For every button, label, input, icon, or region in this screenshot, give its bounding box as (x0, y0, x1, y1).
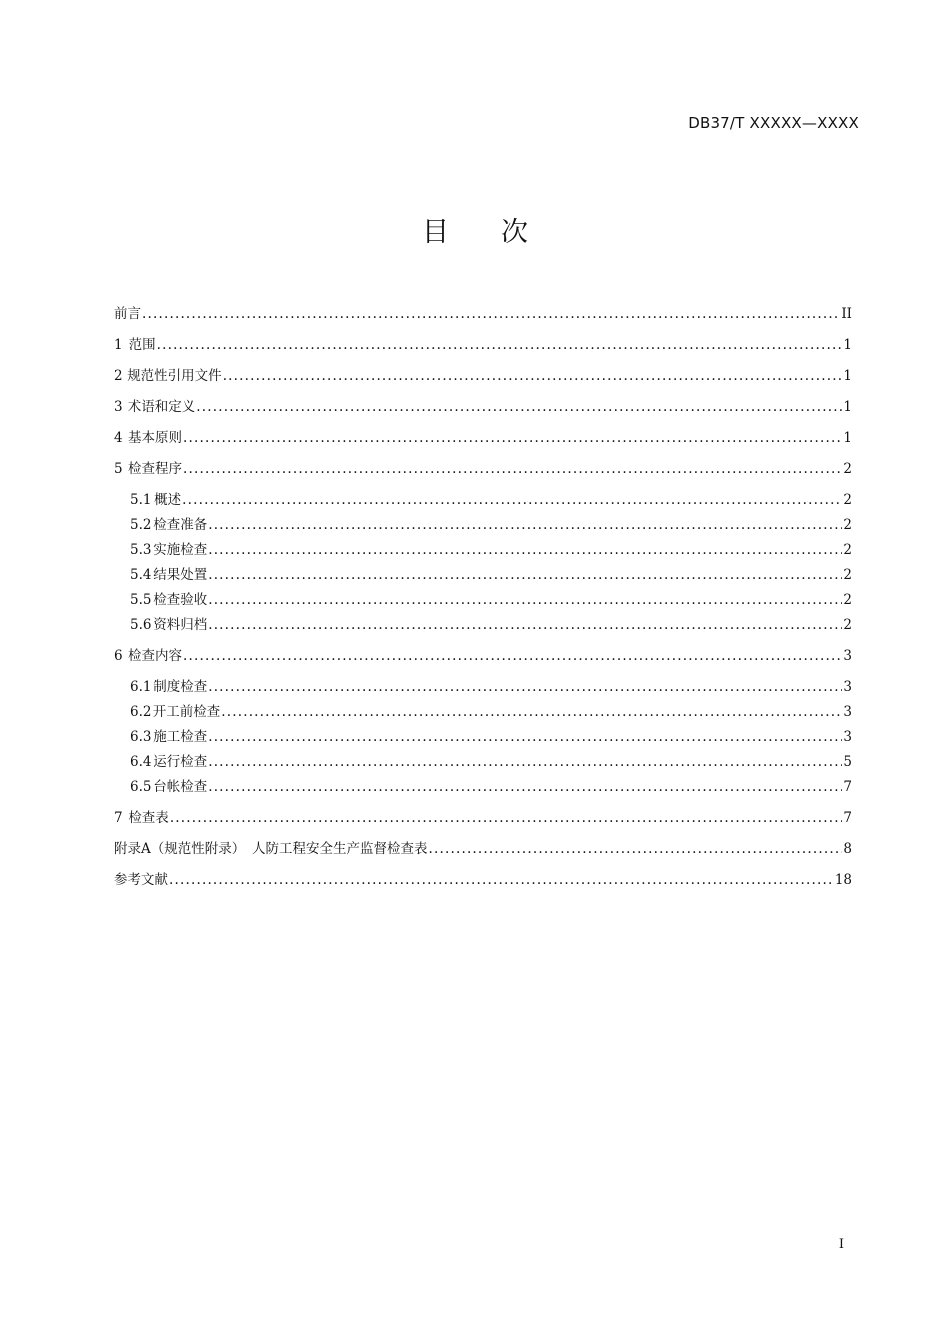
toc-entry-number: 4 (114, 430, 123, 446)
toc-leader-dots (208, 514, 842, 536)
toc-leader-dots (208, 776, 842, 798)
toc-entry-page: 7 (843, 810, 852, 826)
toc-leader-dots (221, 701, 842, 723)
toc-entry-number: 6.2 (130, 704, 152, 720)
toc-entry-references[interactable] (114, 869, 852, 900)
toc-entry-page: 1 (843, 337, 852, 353)
toc-entry-7[interactable] (114, 807, 852, 838)
document-code: DB37/T XXXXX—XXXX (688, 114, 859, 132)
toc-entry-page: 1 (843, 399, 852, 415)
toc-entry-number: 2 (114, 368, 123, 384)
toc-leader-dots (208, 751, 842, 773)
toc-leader-dots (208, 589, 842, 611)
toc-entry-label: 检查程序 (128, 461, 183, 477)
footer-page-number: I (838, 1237, 844, 1252)
toc-entry-label: 施工检查 (153, 729, 208, 745)
toc-entry-number: 5.2 (130, 517, 152, 533)
toc-entry-page: 18 (834, 872, 852, 888)
toc-entry-page: 5 (843, 754, 852, 770)
toc-leader-dots (208, 539, 842, 561)
toc-entry-label: 台帐检查 (153, 779, 208, 795)
toc-entry-number: 5.6 (130, 617, 152, 633)
toc-entry-6-5[interactable] (114, 776, 852, 807)
toc-entry-label: 资料归档 (153, 617, 208, 633)
toc-entry-label: 概述 (154, 492, 182, 508)
toc-entry-label: 参考文献 (114, 872, 168, 888)
toc-leader-dots (183, 427, 842, 449)
toc-leader-dots (208, 564, 842, 586)
toc-entry-label: 实施检查 (153, 542, 208, 558)
toc-entry-5-1[interactable] (114, 489, 852, 514)
toc-title (0, 210, 950, 249)
toc-entry-page: 2 (843, 592, 852, 608)
toc-entry-number: 6.5 (130, 779, 152, 795)
toc-entry-number: 6.1 (130, 679, 152, 695)
toc-leader-dots (170, 807, 843, 829)
toc-leader-dots (208, 676, 842, 698)
toc-entry-6-3[interactable] (114, 726, 852, 751)
toc-entry-6[interactable] (114, 645, 852, 676)
toc-entry-page: 3 (843, 679, 852, 695)
toc-leader-dots (208, 614, 842, 636)
table-of-contents (114, 303, 852, 900)
toc-entry-label: 范围 (128, 337, 156, 353)
toc-entry-page: 2 (843, 542, 852, 558)
toc-entry-page: 3 (843, 704, 852, 720)
toc-entry-number: 6 (114, 648, 123, 664)
toc-entry-3[interactable] (114, 396, 852, 427)
toc-leader-dots (142, 303, 840, 325)
toc-entry-1[interactable] (114, 334, 852, 365)
toc-entry-2[interactable] (114, 365, 852, 396)
toc-entry-6-4[interactable] (114, 751, 852, 776)
toc-entry-label: 开工前检查 (152, 704, 221, 720)
toc-leader-dots (196, 396, 842, 418)
toc-entry-page: 1 (843, 368, 852, 384)
toc-leader-dots (183, 458, 842, 480)
toc-leader-dots (223, 365, 843, 387)
toc-entry-label: 检查内容 (128, 648, 183, 664)
toc-entry-5-3[interactable] (114, 539, 852, 564)
toc-entry-5-4[interactable] (114, 564, 852, 589)
toc-entry-number: 7 (114, 810, 123, 826)
toc-entry-4[interactable] (114, 427, 852, 458)
toc-entry-label: 基本原则 (128, 430, 183, 446)
toc-entry-page: II (841, 306, 852, 322)
toc-entry-5-6[interactable] (114, 614, 852, 645)
toc-entry-page: 3 (843, 729, 852, 745)
toc-entry-label: 检查表 (128, 810, 169, 826)
toc-entry-label: 检查准备 (153, 517, 208, 533)
toc-entry-label: 附录A（规范性附录） 人防工程安全生产监督检查表 (114, 841, 428, 857)
toc-entry-label: 制度检查 (153, 679, 208, 695)
toc-entry-number: 5.3 (130, 542, 152, 558)
toc-leader-dots (169, 869, 834, 891)
toc-leader-dots (157, 334, 843, 356)
toc-entry-page: 2 (843, 461, 852, 477)
toc-leader-dots (183, 645, 842, 667)
toc-entry-label: 结果处置 (153, 567, 208, 583)
toc-leader-dots (182, 489, 842, 511)
toc-entry-page: 7 (843, 779, 852, 795)
toc-entry-page: 2 (843, 617, 852, 633)
toc-entry-preface[interactable] (114, 303, 852, 334)
toc-leader-dots (429, 838, 843, 860)
toc-entry-number: 6.4 (130, 754, 152, 770)
toc-entry-label: 运行检查 (153, 754, 208, 770)
toc-entry-5-2[interactable] (114, 514, 852, 539)
toc-entry-page: 2 (843, 517, 852, 533)
toc-entry-number: 5.1 (130, 492, 152, 508)
toc-entry-5-5[interactable] (114, 589, 852, 614)
toc-entry-page: 2 (843, 567, 852, 583)
toc-entry-number: 3 (114, 399, 123, 415)
toc-entry-label: 规范性引用文件 (127, 368, 222, 384)
toc-title-char-1: 目 (422, 217, 449, 248)
toc-entry-number: 5 (114, 461, 123, 477)
toc-entry-label: 术语和定义 (127, 399, 196, 415)
toc-entry-number: 5.5 (130, 592, 152, 608)
toc-entry-appendix-a[interactable] (114, 838, 852, 869)
toc-entry-label: 前言 (114, 306, 141, 322)
toc-entry-number: 1 (114, 337, 123, 353)
toc-entry-page: 8 (843, 841, 852, 857)
toc-title-char-2: 次 (501, 217, 528, 248)
toc-entry-page: 1 (843, 430, 852, 446)
toc-leader-dots (208, 726, 842, 748)
toc-entry-6-1[interactable] (114, 676, 852, 701)
toc-entry-6-2[interactable] (114, 701, 852, 726)
toc-entry-label: 检查验收 (153, 592, 208, 608)
toc-entry-page: 2 (843, 492, 852, 508)
toc-entry-number: 5.4 (130, 567, 152, 583)
toc-entry-number: 6.3 (130, 729, 152, 745)
toc-entry-page: 3 (843, 648, 852, 664)
toc-entry-5[interactable] (114, 458, 852, 489)
